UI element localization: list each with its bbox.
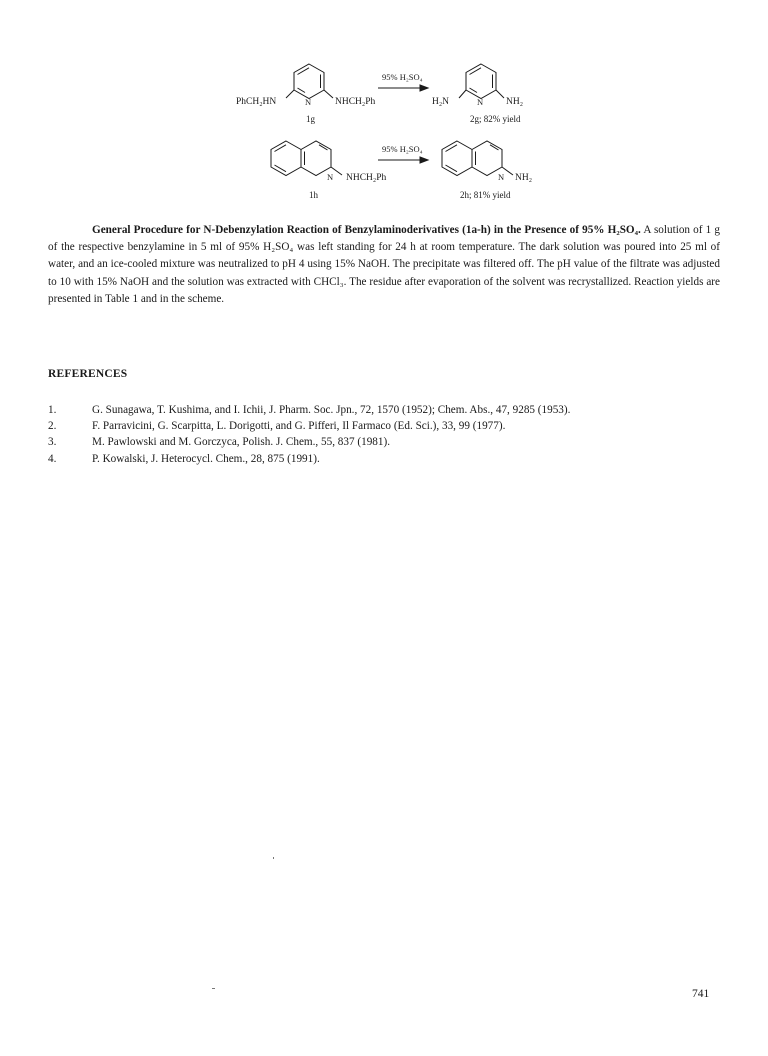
reactant-1h-ring-nitrogen: N [327,172,334,182]
references-list [48,402,720,467]
reactant-1g-ring-nitrogen: N [305,97,312,107]
procedure-heading: General Procedure for N-Debenzylation Reaction of Benzylaminoderivatives (1a-h) in the Presence of 95% H₂SO₄. [92,224,641,236]
product-2g-ring-nitrogen: N [477,97,484,107]
reference-item [48,418,720,434]
reactant-1g-left-substituent: PhCH₂HN [236,97,277,107]
reference-item [48,402,720,418]
quinoline-ring-1h [271,141,342,176]
reagent-label-2: 95% H₂SO₄ [382,144,423,154]
product-2h-substituent: NH₂ [515,173,533,183]
compound-label-1h: 1h [309,190,318,200]
scan-speck [212,988,215,989]
scan-speck [273,857,274,859]
reference-text: P. Kowalski, J. Heterocycl. Chem., 28, 875 (1991). [92,452,320,465]
references-heading: REFERENCES [48,368,128,380]
reference-item [48,434,720,450]
reaction-scheme [0,0,768,210]
reference-number: 2. [48,420,57,433]
reference-text: F. Parravicini, G. Scarpitta, L. Dorigotti, and G. Pifferi, Il Farmaco (Ed. Sci.), 33, 99 (1977). [92,420,506,433]
procedure-body: A solution of 1 g of the respective benzylamine in 5 ml of 95% H₂SO₄ was left standing for 24 h at room temperature. The dark solution was poured into 25 ml of water, and an ice-cooled mixture was neutralized to pH 4 using 15% NaOH. The precipitate was filtered off. The pH value of the filtrate was adjusted to 10 with 15% NaOH and the solution was extracted with CHCl₃. The residue after evaporation of the solvent was recrystallized. Reaction yields are presented in Table 1 and in the scheme. [48,224,720,305]
scheme-drawing [0,0,768,210]
compound-label-1g: 1g [306,114,315,124]
reagent-label-1: 95% H₂SO₄ [382,72,423,82]
experimental-procedure [48,222,720,308]
product-2h-ring-nitrogen: N [498,172,505,182]
procedure-paragraph [48,222,720,308]
compound-label-2g: 2g; 82% yield [470,114,521,124]
reference-number: 1. [48,404,57,416]
reference-number: 3. [48,436,57,449]
pyridine-ring-2g [459,64,504,99]
page-number: 741 [692,988,710,1000]
compound-label-2h: 2h; 81% yield [460,190,511,200]
pyridine-ring-1g [286,64,333,99]
reference-text: M. Pawlowski and M. Gorczyca, Polish. J. Chem., 55, 837 (1981). [92,436,390,449]
quinoline-ring-2h [442,141,513,176]
reactant-1h-substituent: NHCH₂Ph [346,173,387,183]
reactant-1g-right-substituent: NHCH₂Ph [335,97,376,107]
reference-number: 4. [48,452,57,465]
product-2g-right-substituent: NH₂ [506,97,524,107]
reference-item [48,451,720,467]
product-2g-left-substituent: H₂N [432,97,450,107]
reference-text: G. Sunagawa, T. Kushima, and I. Ichii, J. Pharm. Soc. Jpn., 72, 1570 (1952); Chem. Abs., 47, 9285 (1953). [92,404,571,416]
